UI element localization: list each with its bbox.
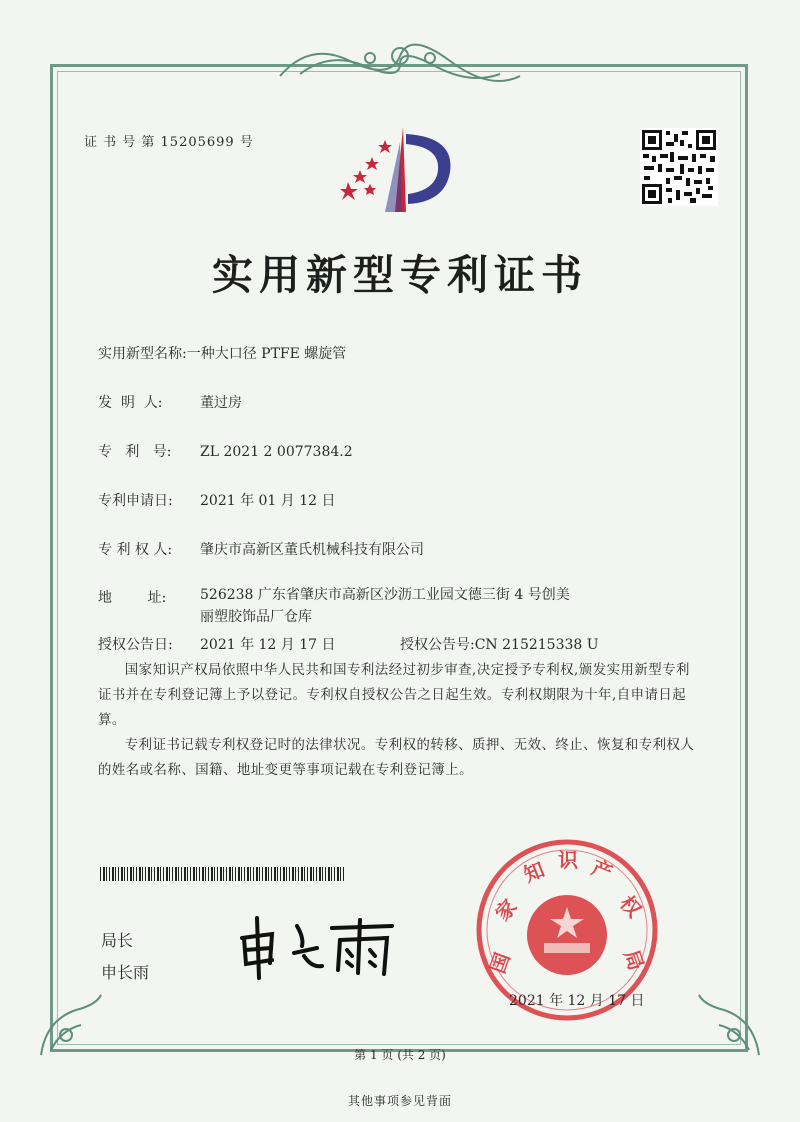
patentee-value: 肇庆市高新区董氏机械科技有限公司 [200, 542, 424, 558]
patent-number-label: 专 利 号: [98, 444, 172, 460]
handwritten-signature [232, 908, 412, 983]
body-paragraph-1: 国家知识产权局依照中华人民共和国专利法经过初步审查,决定授予专利权,颁发实用新型专利证书并在专利登记簿上予以登记。专利权自授权公告之日起生效。专利权期限为十年,自申请日起算。 [98, 663, 690, 728]
svg-text:局: 局 [619, 946, 649, 974]
patent-number-value: ZL 2021 2 0077384.2 [200, 444, 353, 460]
filing-date-value: 2021 年 01 月 12 日 [200, 493, 336, 509]
page-indicator: 第 1 页 (共 2 页) [354, 1048, 446, 1062]
utility-name-value: 一种大口径 PTFE 螺旋管 [186, 346, 347, 362]
inventor-value: 董过房 [200, 395, 242, 411]
address-line-1: 526238 广东省肇庆市高新区沙沥工业园文德三街 4 号创美 [200, 587, 570, 603]
svg-text:国: 国 [485, 949, 515, 977]
back-side-note: 其他事项参见背面 [347, 1094, 452, 1108]
address-line-2: 丽塑胶饰品厂仓库 [200, 609, 312, 625]
grant-number-value: CN 215215338 U [474, 637, 599, 653]
svg-text:识: 识 [558, 848, 578, 872]
patent-number-row [98, 441, 353, 461]
top-ornament [270, 36, 530, 86]
inventor-row [98, 392, 242, 412]
svg-text:产: 产 [588, 855, 616, 885]
svg-text:知: 知 [520, 857, 548, 887]
inventor-label: 发 明 人: [98, 395, 163, 411]
certificate-number: 证 书 号 第 15205699 号 [84, 135, 254, 150]
svg-text:权: 权 [615, 890, 647, 922]
grant-number-label: 授权公告号: [400, 637, 475, 653]
utility-name-row [98, 343, 346, 363]
certificate-title: 实用新型专利证书 [212, 251, 588, 299]
seal-date: 2021 年 12 月 17 日 [509, 993, 645, 1009]
utility-name-label: 实用新型名称: [98, 346, 187, 362]
certificate-body [98, 658, 696, 783]
address-row [98, 587, 570, 628]
patentee-row [98, 539, 424, 559]
grant-number-row [400, 634, 599, 654]
grant-date-label: 授权公告日: [98, 637, 173, 653]
filing-date-label: 专利申请日: [98, 493, 173, 509]
qr-code [640, 128, 718, 206]
body-paragraph-2: 专利证书记载专利权登记时的法律状况。专利权的转移、质押、无效、终止、恢复和专利权人的姓名或名称、国籍、地址变更等事项记载在专利登记簿上。 [98, 738, 695, 778]
barcode [100, 867, 345, 881]
svg-text:家: 家 [490, 894, 522, 926]
address-label: 地 址: [98, 590, 167, 606]
patent-office-logo [340, 122, 460, 217]
director-title: 局长 [101, 931, 134, 950]
grant-date-row [98, 634, 336, 654]
grant-date-value: 2021 年 12 月 17 日 [200, 637, 336, 653]
filing-date-row [98, 490, 336, 510]
patentee-label: 专 利 权 人: [98, 542, 173, 558]
director-name: 申长雨 [101, 963, 150, 982]
